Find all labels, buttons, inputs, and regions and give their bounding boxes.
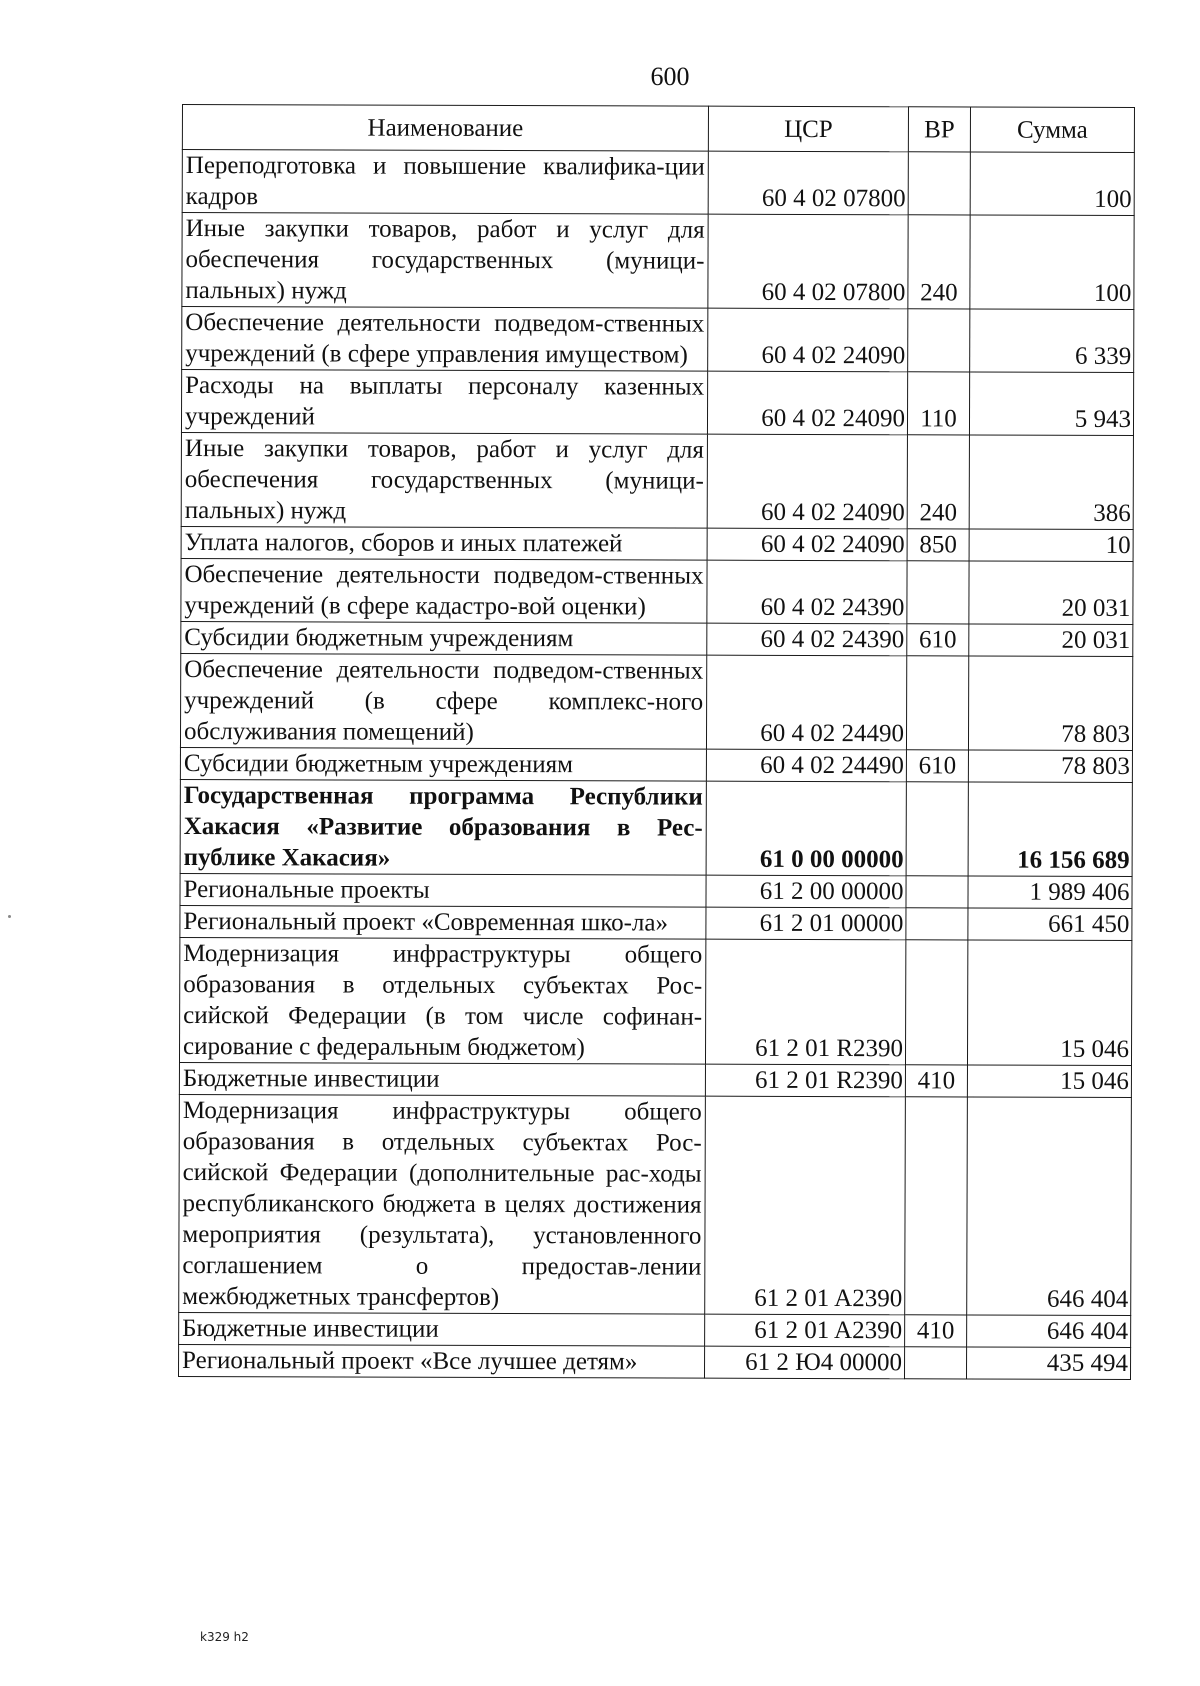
row-sum-cell: 16 156 689 (968, 782, 1132, 877)
row-vr-cell (906, 876, 968, 908)
row-vr-cell (907, 561, 969, 624)
row-sum-cell: 100 (970, 152, 1134, 216)
row-name-cell: Иные закупки товаров, работ и услуг для обеспечения государственных (муници-пальных) нужд (182, 213, 708, 309)
row-vr-cell (905, 1097, 968, 1315)
table-row (182, 307, 1134, 373)
header-csr: ЦСР (708, 106, 908, 152)
row-vr-cell (906, 656, 968, 750)
row-name-cell: Обеспечение деятельности подведом-ственных учреждений (в сфере управления имуществом) (182, 307, 708, 372)
row-sum-cell: 435 494 (966, 1347, 1130, 1380)
row-sum-cell: 6 339 (970, 309, 1134, 373)
table-row (179, 937, 1131, 1065)
row-sum-cell: 386 (969, 435, 1133, 530)
row-name-cell: Бюджетные инвестиции (179, 1062, 705, 1096)
budget-table (178, 104, 1135, 1380)
row-csr-cell: 61 0 00 00000 (706, 781, 906, 876)
table-row (180, 779, 1132, 876)
row-name-cell: Субсидии бюджетным учреждениям (181, 621, 707, 655)
row-sum-cell: 78 803 (968, 656, 1132, 751)
row-sum-cell: 78 803 (968, 750, 1132, 783)
table-row (182, 150, 1134, 216)
row-sum-cell: 661 450 (968, 908, 1132, 941)
table-row (181, 370, 1133, 436)
row-name-cell: Региональные проекты (180, 873, 706, 907)
row-vr-cell: 410 (905, 1315, 967, 1347)
table-header (182, 105, 1134, 153)
row-csr-cell: 60 4 02 07800 (708, 151, 908, 215)
header-name: Наименование (182, 105, 708, 152)
row-csr-cell: 60 4 02 24490 (706, 749, 906, 782)
row-name-cell: Государственная программа Республики Хакасия «Развитие образования в Рес-публике Хакасия» (180, 779, 706, 875)
row-sum-cell: 5 943 (969, 372, 1133, 436)
row-vr-cell (908, 152, 970, 215)
row-name-cell: Расходы на выплаты персоналу казенных учреждений (181, 370, 707, 435)
row-csr-cell: 60 4 02 24090 (708, 308, 908, 372)
row-vr-cell: 410 (905, 1065, 967, 1097)
row-csr-cell: 61 2 01 00000 (706, 907, 906, 940)
row-vr-cell (908, 309, 970, 372)
row-vr-cell (906, 782, 968, 876)
table-row (179, 1094, 1132, 1315)
table-row (179, 1062, 1131, 1097)
table-row (181, 558, 1133, 624)
row-csr-cell: 61 2 01 A2390 (705, 1096, 906, 1315)
table-row (180, 747, 1132, 782)
table-row (181, 526, 1133, 561)
row-name-cell: Субсидии бюджетным учреждениям (180, 747, 706, 781)
row-sum-cell: 1 989 406 (968, 876, 1132, 909)
row-sum-cell: 15 046 (967, 1065, 1131, 1098)
table-body (179, 150, 1135, 1380)
row-vr-cell (906, 908, 968, 940)
row-sum-cell: 20 031 (969, 624, 1133, 657)
row-name-cell: Иные закупки товаров, работ и услуг для обеспечения государственных (муници-пальных) нужд (181, 432, 707, 528)
header-row (182, 105, 1134, 153)
table-row (180, 653, 1132, 750)
page-number: 600 (650, 62, 690, 91)
row-vr-cell: 240 (908, 215, 970, 309)
header-vr: ВР (908, 107, 970, 152)
row-name-cell: Уплата налогов, сборов и иных платежей (181, 526, 707, 560)
row-csr-cell: 61 2 01 A2390 (705, 1314, 905, 1347)
row-vr-cell: 610 (906, 750, 968, 782)
table-row (181, 621, 1133, 656)
table-row (179, 1312, 1131, 1347)
row-name-cell: Региональный проект «Современная шко-ла» (180, 905, 706, 939)
row-sum-cell: 646 404 (967, 1315, 1131, 1348)
row-name-cell: Модернизация инфраструктуры общего образования в отдельных субъектах Рос-сийской Федерации (в том числе софинан-сирование с федеральным бюджетом) (179, 937, 705, 1064)
row-vr-cell: 240 (907, 435, 969, 529)
row-vr-cell: 110 (907, 372, 969, 435)
row-name-cell: Обеспечение деятельности подведом-ственных учреждений (в сфере кадастро-вой оценки) (181, 558, 707, 623)
row-name-cell: Бюджетные инвестиции (179, 1312, 705, 1346)
table-row (180, 905, 1132, 940)
table-row (181, 432, 1133, 529)
row-name-cell: Обеспечение деятельности подведом-ственных учреждений (в сфере комплекс-ного обслуживания помещений) (180, 653, 706, 749)
row-csr-cell: 60 4 02 24090 (707, 434, 907, 529)
table-row (182, 213, 1134, 310)
row-csr-cell: 60 4 02 24090 (707, 371, 907, 435)
row-csr-cell: 61 2 Ю4 00000 (704, 1346, 904, 1379)
row-vr-cell (904, 1347, 966, 1379)
scan-speck (8, 915, 11, 918)
row-sum-cell: 10 (969, 529, 1133, 562)
table-row (179, 1344, 1131, 1379)
row-csr-cell: 60 4 02 07800 (708, 214, 908, 309)
row-csr-cell: 60 4 02 24090 (707, 528, 907, 561)
row-sum-cell: 100 (970, 215, 1134, 310)
row-vr-cell: 610 (907, 624, 969, 656)
table-row (180, 873, 1132, 908)
row-csr-cell: 61 2 01 R2390 (705, 939, 905, 1065)
row-csr-cell: 61 2 00 00000 (706, 875, 906, 908)
row-name-cell: Переподготовка и повышение квалифика-ции кадров (182, 150, 708, 215)
row-sum-cell: 20 031 (969, 561, 1133, 625)
row-csr-cell: 61 2 01 R2390 (705, 1064, 905, 1097)
row-csr-cell: 60 4 02 24490 (706, 655, 906, 750)
row-vr-cell: 850 (907, 529, 969, 561)
row-csr-cell: 60 4 02 24390 (707, 623, 907, 656)
header-sum: Сумма (970, 107, 1134, 153)
row-name-cell: Модернизация инфраструктуры общего образования в отдельных субъектах Рос-сийской Федерации (дополнительные рас-ходы республиканского бюджета в целях достижения мероприятия (результата), установленного соглашением о предостав-лении межбюджетных трансфертов) (179, 1094, 706, 1314)
footer-code: k329 h2 (200, 1630, 249, 1644)
row-sum-cell: 646 404 (967, 1097, 1132, 1316)
row-sum-cell: 15 046 (967, 940, 1131, 1066)
row-csr-cell: 60 4 02 24390 (707, 560, 907, 624)
row-vr-cell (905, 940, 967, 1065)
row-name-cell: Региональный проект «Все лучшее детям» (179, 1344, 705, 1378)
